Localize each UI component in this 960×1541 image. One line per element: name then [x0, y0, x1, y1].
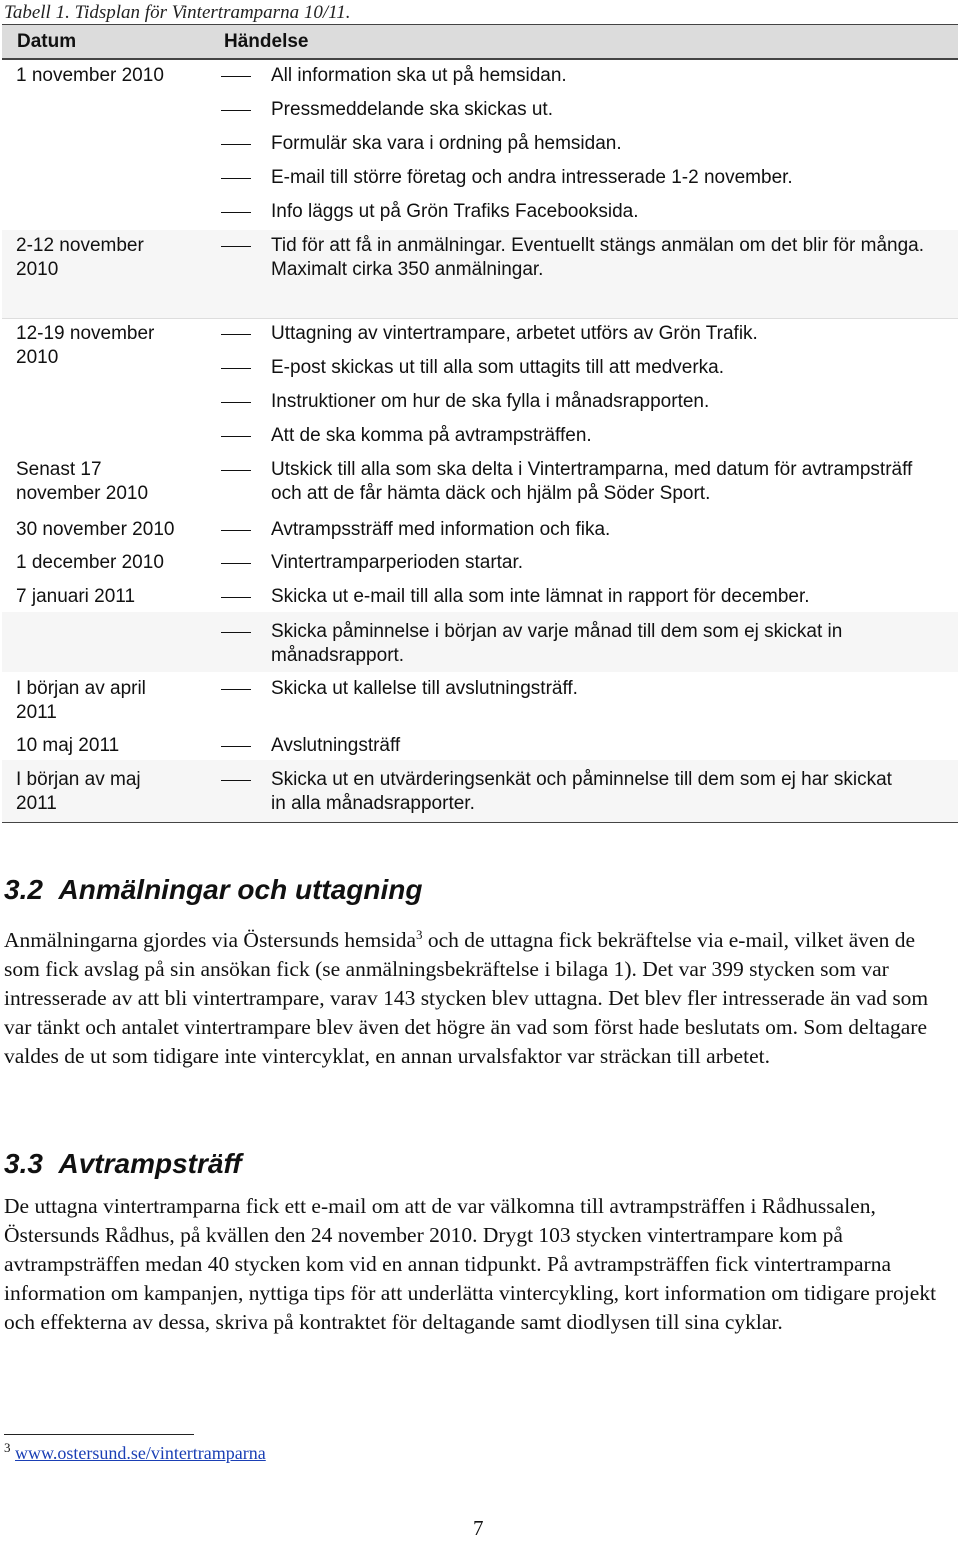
row-date: I början av april 2011: [16, 678, 146, 723]
dash: [221, 597, 251, 598]
section-heading: [4, 1148, 242, 1180]
row-event: Avslutningsträff: [271, 735, 401, 756]
row-event: Utskick till alla som ska delta i Vintertramparna, med datum för avtrampsträff och att de får hämta däck och hjälm på Söder Sport.: [271, 459, 913, 504]
dash: [221, 780, 251, 781]
section-number: 3.3: [4, 1148, 43, 1179]
dash: [221, 689, 251, 690]
row-event: Skicka ut kallelse till avslutningsträff.: [271, 678, 578, 699]
dash: [221, 334, 251, 335]
row-event: Pressmeddelande ska skickas ut.: [271, 99, 553, 120]
dash: [221, 530, 251, 531]
dash: [221, 563, 251, 564]
dash: [221, 632, 251, 633]
section-heading: [4, 874, 423, 906]
row-date: 1 november 2010: [16, 65, 164, 86]
header-date: Datum: [17, 31, 77, 52]
dash: [221, 246, 251, 247]
row-event: Vintertramparperioden startar.: [271, 552, 524, 573]
row-event: Avtrampssträff med information och fika.: [271, 519, 611, 540]
section-paragraph: De uttagna vintertramparna fick ett e-mail om att de var välkomna till avtrampsträffen i Rådhussalen, Östersunds Rådhus, på kvällen den 24 november 2010. Drygt 103 stycken vintertrampare kom på avtrampsträffen medan 40 stycken kom vid en annan tidpunkt. På avtrampsträffen fick vintertramparna information om kampanjen, nyttiga tips för att underlätta vintercykling, kort information om tidigare projekt och effekterna av dessa, skriva på kontraktet för deltagande samt diodlysen till sina cyklar.: [4, 1194, 937, 1334]
row-date: 12-19 november 2010: [16, 323, 155, 368]
row-event: E-mail till större företag och andra intresserade 1-2 november.: [271, 167, 793, 188]
dash: [221, 144, 251, 145]
section-number: 3.2: [4, 874, 43, 905]
row-date: 30 november 2010: [16, 519, 175, 540]
paragraph-text: Anmälningarna gjordes via Östersunds hemsida: [4, 928, 416, 953]
header-event: Händelse: [224, 31, 309, 52]
row-date: 7 januari 2011: [16, 586, 136, 607]
footnote-rule: [4, 1434, 194, 1435]
section-title: Avtrampsträff: [58, 1148, 242, 1179]
dash: [221, 470, 251, 471]
dash: [221, 212, 251, 213]
section-paragraph: [4, 920, 954, 1071]
dash: [221, 402, 251, 403]
dash: [221, 110, 251, 111]
footnote-ref[interactable]: 3: [416, 927, 423, 942]
row-event: Info läggs ut på Grön Trafiks Facebooksida.: [271, 201, 639, 222]
row-event: Skicka ut e-mail till alla som inte lämnat in rapport för december.: [271, 586, 810, 607]
dash: [221, 368, 251, 369]
row-event: All information ska ut på hemsidan.: [271, 65, 567, 86]
footnote-link[interactable]: www.ostersund.se/vintertramparna: [15, 1443, 266, 1463]
row-date: 10 maj 2011: [16, 735, 120, 756]
row-date: 2-12 november 2010: [16, 235, 144, 280]
dash: [221, 746, 251, 747]
dash: [221, 76, 251, 77]
row-event: E-post skickas ut till alla som uttagits till att medverka.: [271, 357, 724, 378]
row-event: Skicka påminnelse i början av varje månad till dem som ej skickat in månadsrapport.: [271, 621, 843, 666]
dash: [221, 178, 251, 179]
row-event: Skicka ut en utvärderingsenkät och påminnelse till dem som ej har skickat in alla månadsrapporter.: [271, 769, 892, 814]
row-event: Att de ska komma på avtrampsträffen.: [271, 425, 592, 446]
row-event: Tid för att få in anmälningar. Eventuellt stängs anmälan om det blir för många. Maximalt cirka 350 anmälningar.: [271, 235, 925, 280]
section-title: Anmälningar och uttagning: [58, 874, 423, 905]
row-event: Instruktioner om hur de ska fylla i månadsrapporten.: [271, 391, 710, 412]
row-date: Senast 17 november 2010: [16, 459, 149, 504]
row-date: 1 december 2010: [16, 552, 164, 573]
table-caption: Tabell 1. Tidsplan för Vintertramparna 10/11.: [4, 2, 351, 23]
row-date: I början av maj 2011: [16, 769, 141, 814]
row-event: Uttagning av vintertrampare, arbetet utförs av Grön Trafik.: [271, 323, 758, 344]
dash: [221, 436, 251, 437]
page-number: 7: [473, 1516, 484, 1540]
footnote-number: 3: [4, 1440, 11, 1455]
row-event: Formulär ska vara i ordning på hemsidan.: [271, 133, 622, 154]
paragraph-text: och de uttagna fick bekräftelse via e-mail, vilket även de som fick avslag på sin ansökan fick (se anmälningsbekräftelse i bilaga 1). Det var 399 stycken som var intresserade av att bli vintertrampare, varav 143 stycken blev uttagna. Det blev fler intresserade än vad som var tänkt och antalet vintertrampare blev även det högre än vad som först hade beslutats om. Som deltagare valdes de ut som tidigare inte vintercyklat, en annan urvalsfaktor var sträckan till arbetet.: [4, 928, 929, 1069]
footnote: [4, 1440, 266, 1464]
